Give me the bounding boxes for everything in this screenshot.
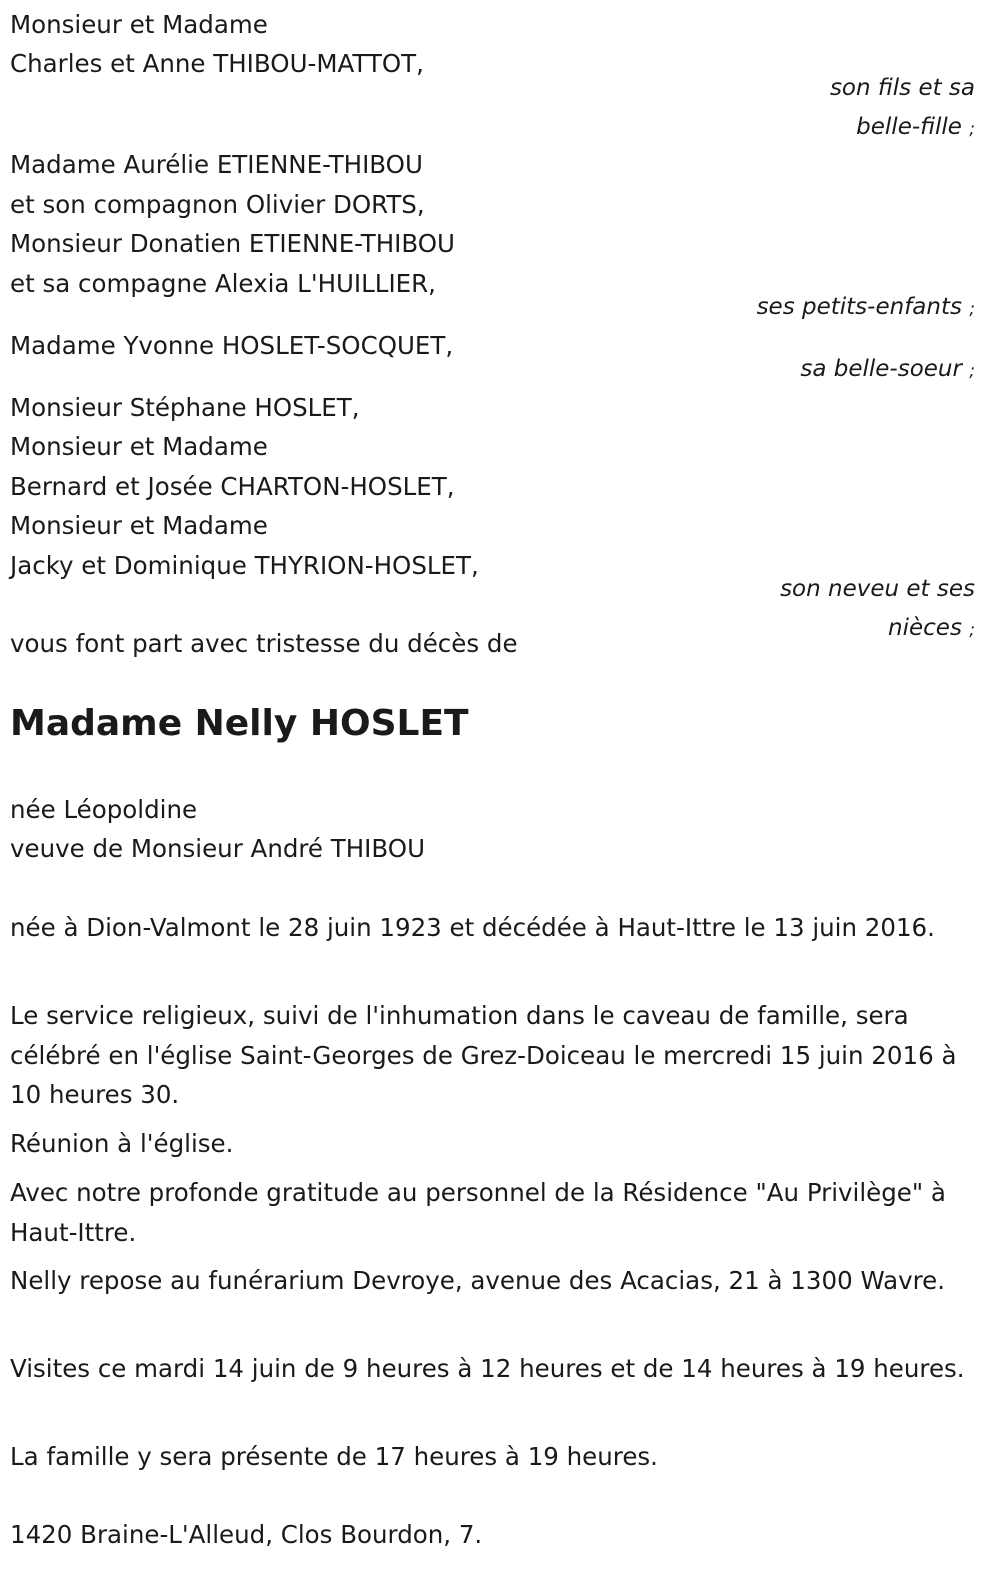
service-paragraph: Le service religieux, suivi de l'inhumation dans le caveau de famille, sera célébré en l'église Saint-Georges de Grez-Doiceau le mercredi 15 juin 2016 à 10 heures 30. xyxy=(10,1001,957,1109)
family-line: Madame Aurélie ETIENNE-THIBOU xyxy=(10,150,423,179)
family-line: Monsieur Stéphane HOSLET, xyxy=(10,393,360,422)
relation-label: son neveu et ses xyxy=(780,576,975,602)
family-line: Monsieur Donatien ETIENNE-THIBOU xyxy=(10,229,455,258)
funeral-home-paragraph: Nelly repose au funérarium Devroye, avenue des Acacias, 21 à 1300 Wavre. xyxy=(10,1266,946,1295)
separator: ; xyxy=(969,620,975,640)
birth-death-paragraph: née à Dion-Valmont le 28 juin 1923 et décédée à Haut-Ittre le 13 juin 2016. xyxy=(10,913,935,942)
separator: ; xyxy=(969,119,975,139)
relation-label: sa belle-soeur ; xyxy=(800,356,975,382)
born-name: née Léopoldine xyxy=(10,795,198,824)
family-line: et son compagnon Olivier DORTS, xyxy=(10,190,425,219)
relation-label: nièces ; xyxy=(888,615,975,641)
gratitude-paragraph: Avec notre profonde gratitude au personnel de la Résidence "Au Privilège" à Haut-Ittre. xyxy=(10,1178,946,1247)
announcement-text: vous font part avec tristesse du décès de xyxy=(10,629,518,658)
family-line: Bernard et Josée CHARTON-HOSLET, xyxy=(10,472,455,501)
separator: ; xyxy=(969,361,975,381)
relation-label: ses petits-enfants ; xyxy=(756,294,975,320)
relation-label: belle-fille ; xyxy=(856,114,975,140)
family-presence-paragraph: La famille y sera présente de 17 heures à 19 heures. xyxy=(10,1442,658,1471)
relation-label: son fils et sa xyxy=(829,75,975,101)
widow-of: veuve de Monsieur André THIBOU xyxy=(10,834,426,863)
family-line: Charles et Anne THIBOU-MATTOT, xyxy=(10,49,424,78)
visits-paragraph: Visites ce mardi 14 juin de 9 heures à 12 heures et de 14 heures à 19 heures. xyxy=(10,1354,965,1383)
deceased-name: Madame Nelly HOSLET xyxy=(10,703,469,744)
family-line: Monsieur et Madame xyxy=(10,511,268,540)
family-line: Monsieur et Madame xyxy=(10,432,268,461)
address: 1420 Braine-L'Alleud, Clos Bourdon, 7. xyxy=(10,1520,483,1549)
family-line: Monsieur et Madame xyxy=(10,10,268,39)
family-line: Jacky et Dominique THYRION-HOSLET, xyxy=(10,551,479,580)
meeting-paragraph: Réunion à l'église. xyxy=(10,1129,234,1158)
family-line: et sa compagne Alexia L'HUILLIER, xyxy=(10,269,436,298)
separator: ; xyxy=(969,299,975,319)
family-line: Madame Yvonne HOSLET-SOCQUET, xyxy=(10,331,454,360)
